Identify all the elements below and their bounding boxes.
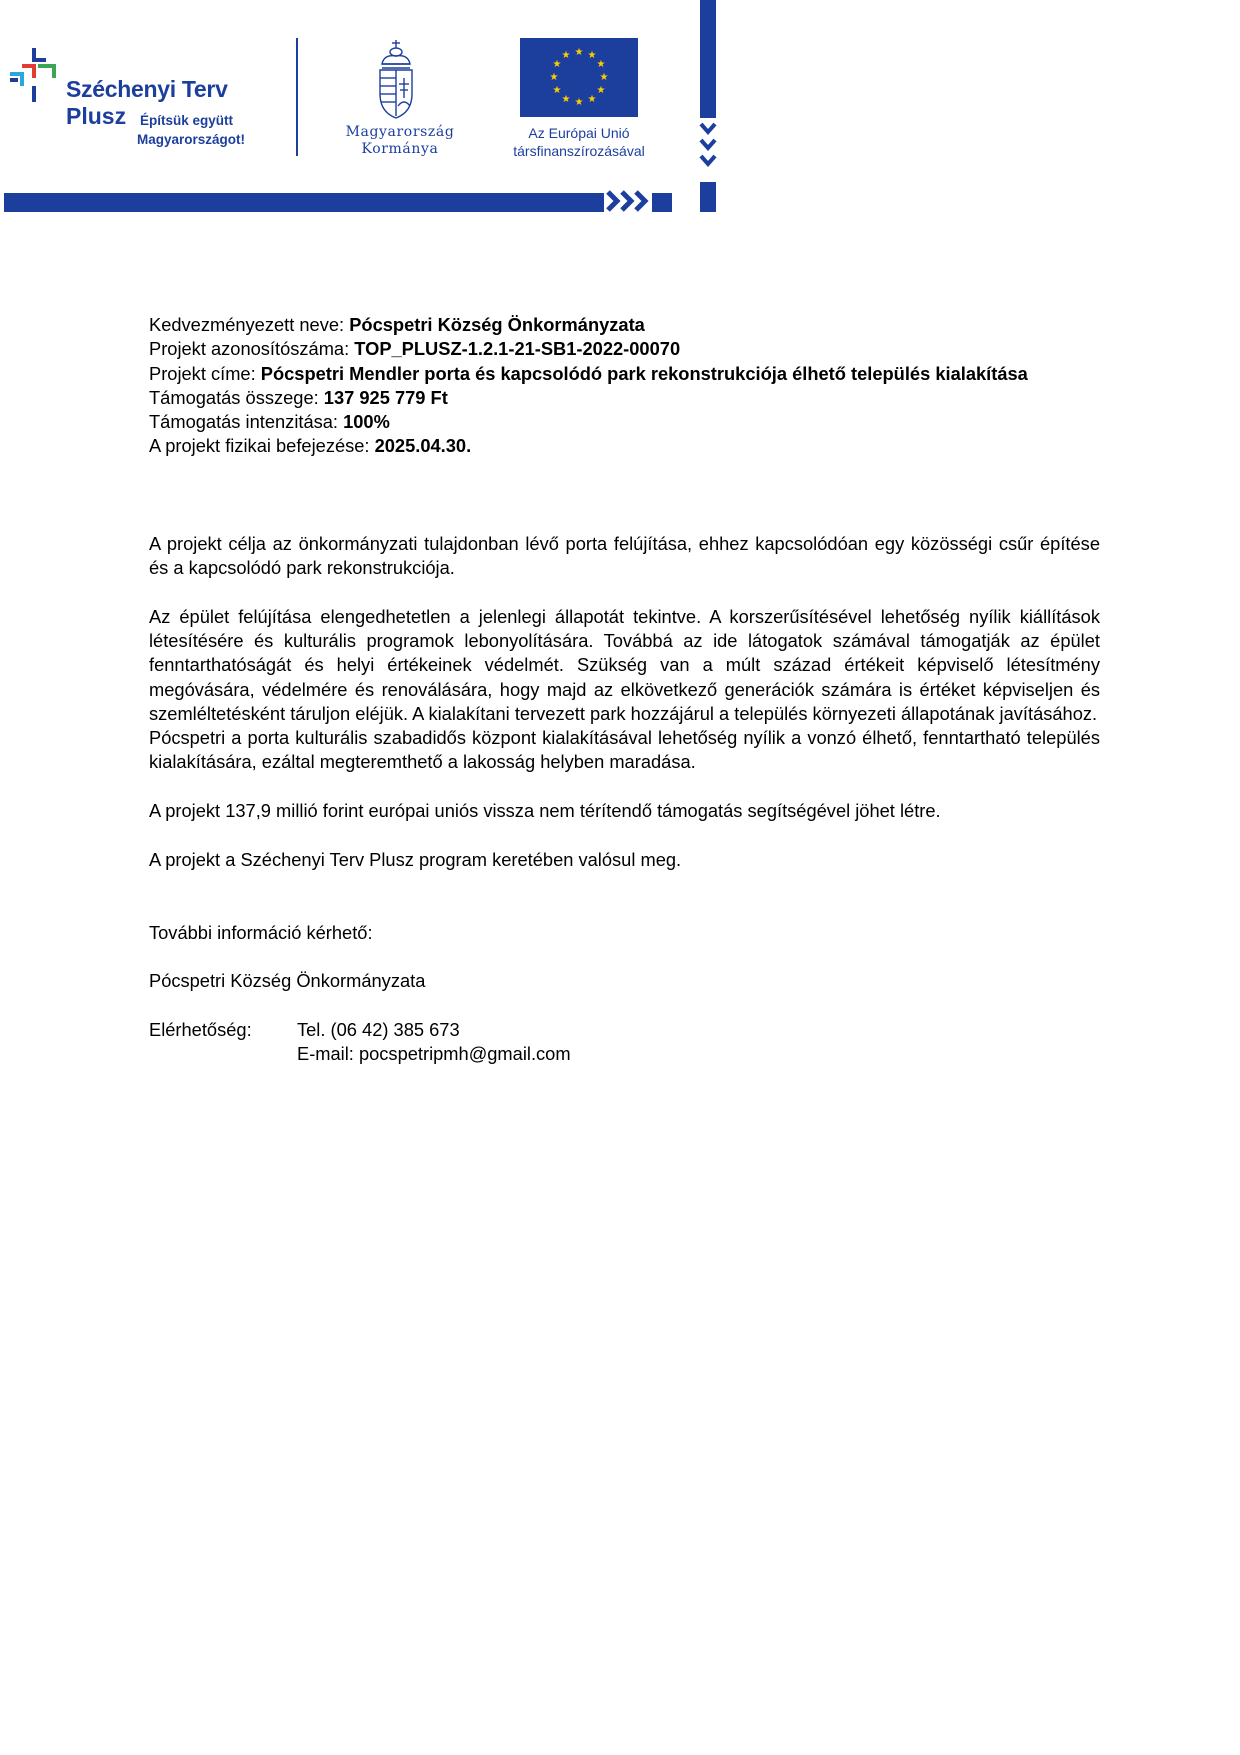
eu-line-1: Az Európai Unió: [528, 125, 630, 141]
szechenyi-logo-name: Széchenyi Terv: [66, 76, 228, 102]
paragraph-program: A projekt a Széchenyi Terv Plusz program keretében valósul meg.: [149, 848, 682, 870]
completion-date-label: A projekt fizikai befejezése:: [149, 435, 375, 457]
svg-text:★: ★: [596, 85, 606, 96]
svg-text:★: ★: [574, 47, 584, 58]
support-amount-label: Támogatás összege:: [149, 386, 324, 408]
slogan-line-1: Építsük együtt: [140, 113, 234, 128]
svg-text:★: ★: [587, 94, 597, 105]
banner-bottom-bar: [4, 193, 604, 212]
project-id-label: Projekt azonosítószáma:: [149, 338, 355, 360]
support-intensity-line: [149, 410, 1100, 434]
contact-phone: Tel. (06 42) 385 673: [297, 1018, 460, 1040]
svg-text:★: ★: [561, 50, 571, 61]
szechenyi-cross-logo-icon: [8, 46, 64, 108]
eu-flag-icon: [520, 38, 638, 117]
eu-line-2: társfinanszírozásával: [513, 143, 645, 159]
szechenyi-logo-plusz: Plusz: [66, 103, 127, 129]
completion-date-line: [149, 434, 1100, 458]
contact-organization: Pócspetri Község Önkormányzata: [149, 970, 426, 992]
project-id-line: [149, 337, 1100, 361]
svg-text:★: ★: [599, 72, 609, 83]
paragraph-funding: A projekt 137,9 millió forint európai uniós vissza nem térítendő támogatás segítségével jöhet létre.: [149, 800, 941, 822]
chevron-right-arrows-icon: [604, 188, 674, 214]
support-amount-value: 137 925 779 Ft: [323, 386, 448, 408]
paragraph-renovation: Az épület felújítása elengedhetetlen a jelenlegi állapotát tekintve. A korszerűsítésével lehetőség nyílik kiállítások létesítésére és kulturális programok lebonyolítására. Továbbá az ide látogatok számával támogatják az épület fenntarthatóságát és helyi értékeinek védelmét. Szükség van a múlt század értékeit képviselő létesítmény megóvására, védelmére és renoválására, hogy majd az elkövetkező generációk számára is értéket képviseljen és szemléltetésként táruljon eléjük. A kialakítani tervezett park hozzájárul a település környezeti állapotának javításához.: [149, 605, 1100, 724]
slogan-line-2: Magyarországot!: [137, 132, 246, 147]
beneficiary-label: Kedvezményezett neve:: [149, 314, 350, 335]
chevron-down-arrows-icon: [699, 118, 717, 182]
government-name: [332, 124, 468, 158]
paragraph-goal: A projekt célja az önkormányzati tulajdonban lévő porta felújítása, ehhez kapcsolódóan egy közösségi csűr építése és a kapcsolódó park rekonstrukciója.: [149, 532, 1100, 579]
contact-values: [297, 1018, 571, 1067]
project-title-value: Pócspetri Mendler porta és kapcsolódó park rekonstrukciója élhető település kialakítása: [260, 362, 1028, 384]
support-intensity-value: 100%: [343, 411, 390, 433]
contact-email: E-mail: pocspetripmh@gmail.com: [297, 1043, 571, 1065]
contact-details: [149, 1018, 1100, 1067]
svg-text:★: ★: [561, 94, 571, 105]
government-line-2: Kormánya: [361, 141, 439, 157]
project-title-line: [149, 362, 1100, 386]
header-banner: [0, 0, 720, 218]
project-id-value: TOP_PLUSZ-1.2.1-21-SB1-2022-00070: [354, 338, 681, 360]
beneficiary-line: [149, 313, 1100, 337]
government-line-1: Magyarország: [345, 124, 455, 140]
szechenyi-slogan: [137, 111, 246, 149]
svg-text:★: ★: [596, 59, 606, 70]
hungarian-coat-of-arms-icon: [374, 38, 418, 122]
svg-text:★: ★: [574, 97, 584, 108]
svg-text:★: ★: [587, 50, 597, 61]
svg-text:★: ★: [552, 85, 562, 96]
beneficiary-value: Pócspetri Község Önkormányzata: [349, 314, 645, 335]
svg-text:★: ★: [552, 59, 562, 70]
document-body: [149, 313, 1100, 1066]
support-amount-line: [149, 386, 1100, 410]
contact-label: Elérhetőség:: [149, 1018, 252, 1040]
svg-text:★: ★: [549, 72, 559, 83]
completion-date-value: 2025.04.30.: [374, 435, 472, 457]
project-title-label: Projekt címe:: [149, 362, 261, 384]
logo-divider: [296, 38, 298, 156]
paragraph-cultural-center: Pócspetri a porta kulturális szabadidős központ kialakításával lehetőség nyílik a vonzó élhető, fenntartható település kialakítására, ezáltal megteremthető a lakosság helyben maradása.: [149, 727, 1100, 773]
project-info-block: [149, 313, 1100, 459]
contact-intro: További információ kérhető:: [149, 921, 373, 943]
eu-cofinancing-text: [498, 124, 660, 160]
support-intensity-label: Támogatás intenzitása:: [149, 411, 344, 433]
